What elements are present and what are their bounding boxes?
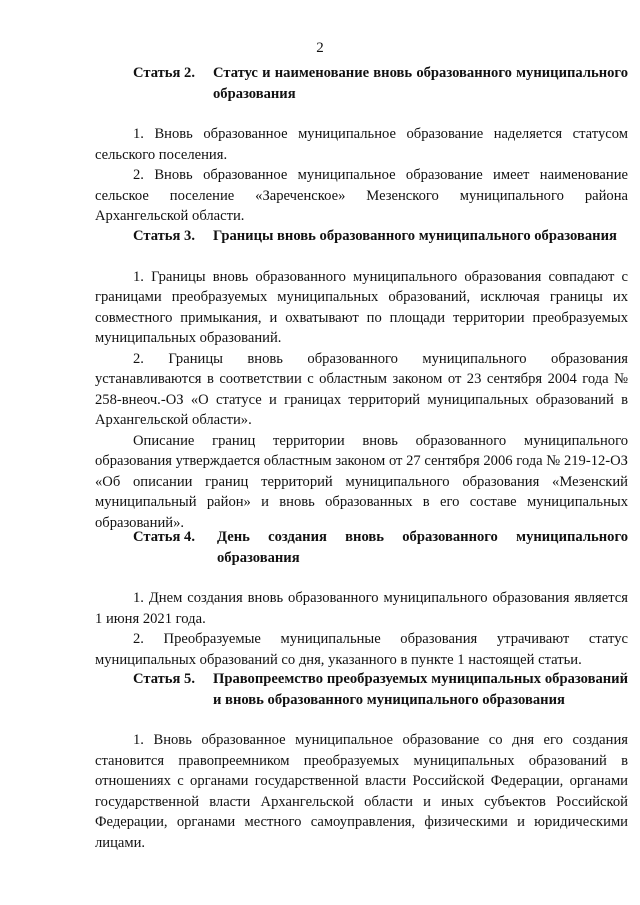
article-4 bbox=[95, 527, 628, 670]
article-paragraph: 1. Вновь образованное муниципальное образование наделяется статусом сельского поселения. bbox=[95, 126, 628, 163]
article-paragraph: Описание границ территории вновь образованного муниципального образования утверждается областным законом от 27 сентября 2006 года № 219-12-ОЗ «Об описании границ территорий муниципального образования «Мезенский муниципальный район» и вновь образованных в его составе муниципальных образований». bbox=[95, 432, 628, 531]
article-label: Статья 5. bbox=[133, 671, 195, 687]
article-paragraph: 2. Вновь образованное муниципальное образование имеет наименование сельское поселение «Зареченское» Мезенского муниципального района Архангельской области. bbox=[95, 167, 628, 224]
article-title: Правопреемство преобразуемых муниципальных образований и вновь образованного муниципального образования bbox=[213, 671, 628, 708]
article-heading bbox=[95, 226, 628, 247]
article-label: Статья 2. bbox=[133, 65, 195, 81]
article-title: Статус и наименование вновь образованного муниципального образования bbox=[213, 65, 628, 102]
article-label: Статья 4. bbox=[133, 529, 195, 545]
article-title: Границы вновь образованного муниципального образования bbox=[213, 228, 617, 244]
article-2 bbox=[95, 63, 628, 227]
article-paragraph: 2. Границы вновь образованного муниципального образования устанавливаются в соответствии с областным законом от 23 сентября 2004 года № 258-внеоч.-ОЗ «О статусе и границах территорий муниципальных образований в Архангельской области». bbox=[95, 350, 628, 428]
article-heading bbox=[95, 527, 628, 568]
article-3 bbox=[95, 226, 628, 533]
article-label: Статья 3. bbox=[133, 228, 195, 244]
article-paragraph: 1. Днем создания вновь образованного муниципального образования является 1 июня 2021 года. bbox=[95, 590, 628, 627]
article-heading bbox=[95, 63, 628, 104]
page-number: 2 bbox=[316, 40, 324, 56]
article-paragraph: 1. Вновь образованное муниципальное образование со дня его создания становится правопреемником преобразуемых муниципальных образований в отношениях с органами государственной власти Российской Федерации, органами государственной власти Архангельской области и иных субъектов Российской Федерации, органами местного самоуправления, физическими и юридическими лицами. bbox=[95, 732, 628, 851]
article-title: День создания вновь образованного муниципального образования bbox=[217, 529, 628, 566]
article-paragraph: 1. Границы вновь образованного муниципального образования совпадают с границами преобразуемых муниципальных образований, исключая границы их совместного примыкания, и охватывают по площади территории преобразуемых муниципальных образований. bbox=[95, 268, 628, 346]
article-paragraph: 2. Преобразуемые муниципальные образования утрачивают статус муниципальных образований со дня, указанного в пункте 1 настоящей статьи. bbox=[95, 631, 628, 668]
article-heading bbox=[95, 669, 628, 710]
article-5 bbox=[95, 669, 628, 853]
